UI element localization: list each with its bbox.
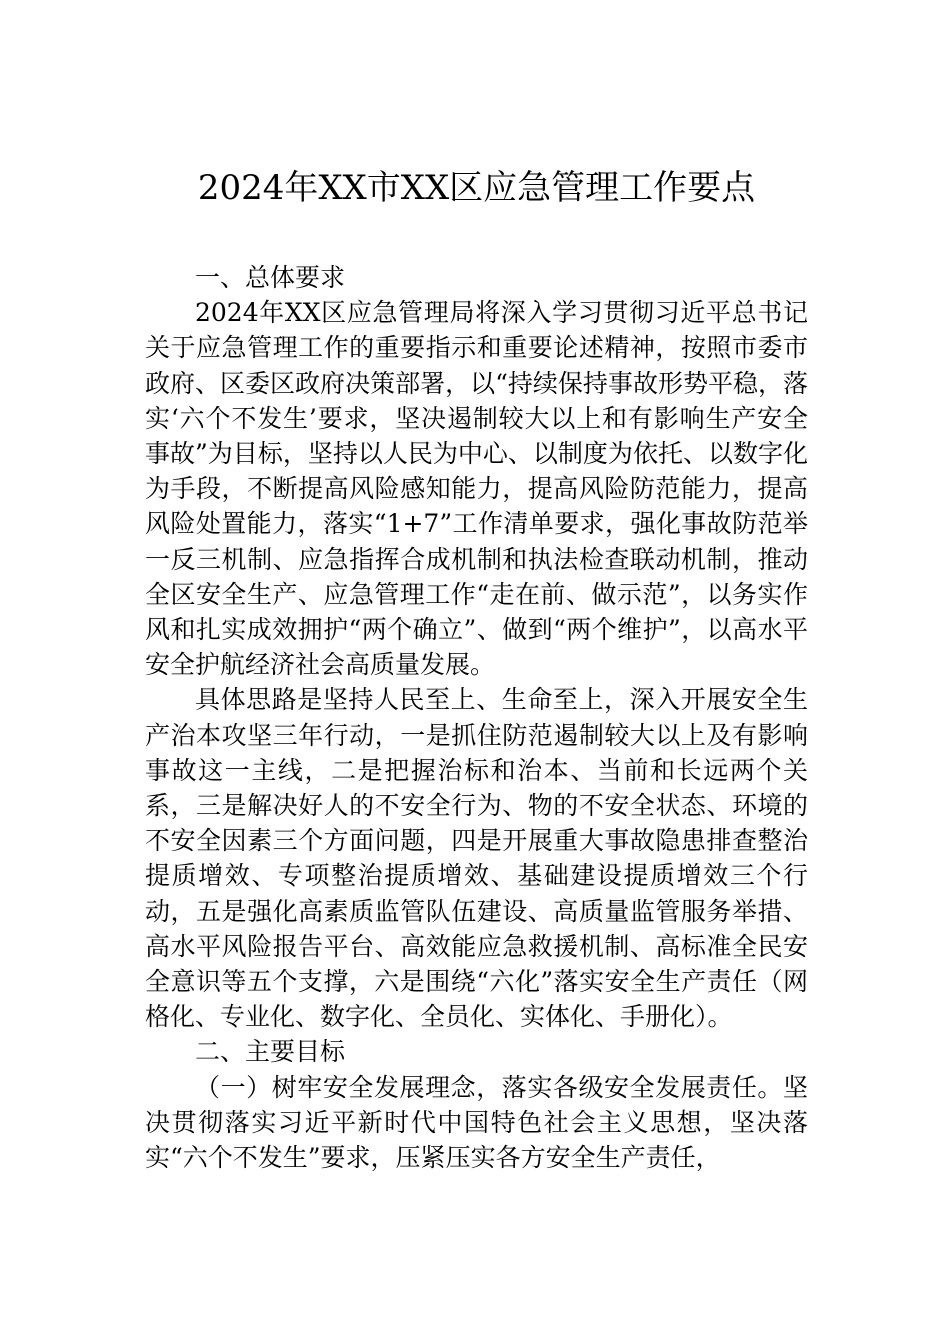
document-title: 2024年XX市XX区应急管理工作要点 <box>197 168 756 208</box>
document-body <box>145 260 808 1175</box>
paragraph-specific-approach: 具体思路是坚持人民至上、生命至上，深入开展安全生产治本攻坚三年行动，一是抓住防范遏制较大以上及有影响事故这一主线，二是把握治标和治本、当前和长远两个关系，三是解决好人的不安全行为、物的不安全状态、环境的不安全因素三个方面问题，四是开展重大事故隐患排查整治提质增效、专项整治提质增效、基础建设提质增效三个行动，五是强化高素质监管队伍建设、高质量监管服务举措、高水平风险报告平台、高效能应急救援机制、高标准全民安全意识等五个支撑，六是围绕“六化”落实安全生产责任（网格化、专业化、数字化、全员化、实体化、手册化）。 <box>145 685 808 1032</box>
paragraph-overall-requirements: 2024年XX区应急管理局将深入学习贯彻习近平总书记关于应急管理工作的重要指示和重要论述精神，按照市委市政府、区委区政府决策部署，以“持续保持事故形势平稳，落实‘六个不发生’要求，坚决遏制较大以上和有影响生产安全事故”为目标，坚持以人民为中心、以制度为依托、以数字化为手段，不断提高风险感知能力，提高风险防范能力，提高风险处置能力，落实“1+7”工作清单要求，强化事故防范举一反三机制、应急指挥合成机制和执法检查联动机制，推动全区安全生产、应急管理工作“走在前、做示范”，以务实作风和扎实成效拥护“两个确立”、做到“两个维护”，以高水平安全护航经济社会高质量发展。 <box>145 298 808 680</box>
section-heading-main-goals: 二、主要目标 <box>195 1037 346 1067</box>
paragraph-goal-one: （一）树牢安全发展理念，落实各级安全发展责任。坚决贯彻落实习近平新时代中国特色社会主义思想，坚决落实“六个不发生”要求，压紧压实各方安全生产责任， <box>145 1072 808 1173</box>
section-heading-overall-requirements: 一、总体要求 <box>195 263 346 292</box>
